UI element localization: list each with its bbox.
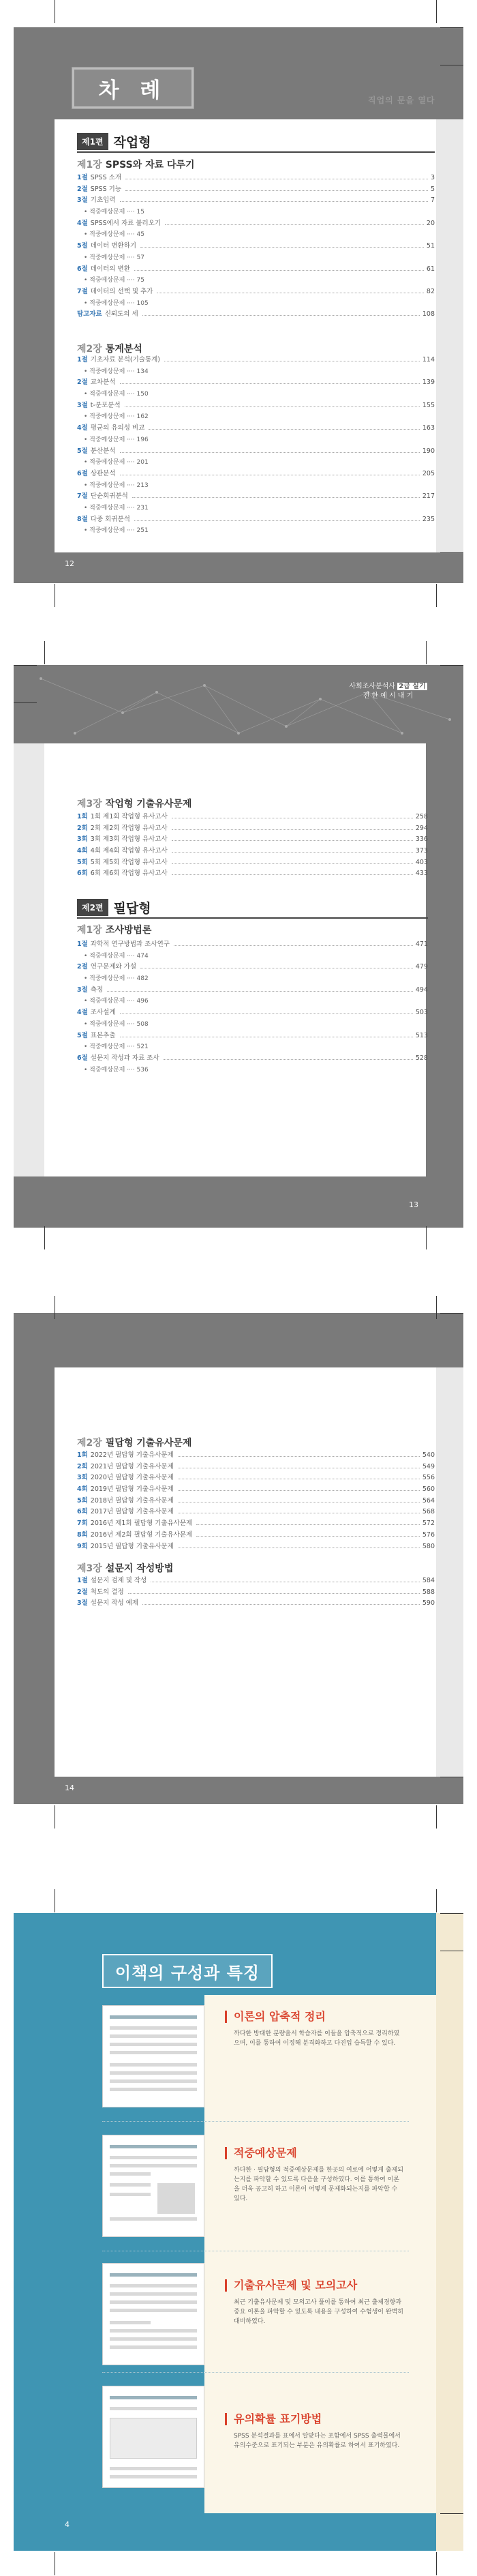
toc-entry: 탐고자료 신뢰도의 세 108 bbox=[77, 309, 435, 321]
toc-entry: 6회 2017년 필답형 기출유사문제 568 bbox=[77, 1507, 435, 1518]
toc-entry: 2절 척도의 결정 588 bbox=[77, 1587, 435, 1599]
page-ref: 373 bbox=[415, 847, 428, 855]
toc-subentry: • 적중예상문제 ···· 213 bbox=[84, 482, 149, 489]
toc-subentry: • 적중예상문제 ···· 45 bbox=[84, 231, 144, 239]
page-ref: 580 bbox=[422, 1542, 435, 1550]
toc-entry: 8회 2016년 제2회 필답형 기출유사문제 576 bbox=[77, 1530, 435, 1541]
toc-entry: 5회 5회 제5회 작업형 유사고사 403 bbox=[77, 857, 428, 869]
features-title: 이책의 구성과 특징 bbox=[102, 1954, 273, 1988]
part-badge: 제2편 bbox=[77, 899, 108, 916]
page-ref: 568 bbox=[422, 1508, 435, 1516]
toc-entry: 7회 2016년 제1회 필답형 기출유사문제 572 bbox=[77, 1518, 435, 1530]
toc-entry: 2절 연구문제와 가설 479 bbox=[77, 962, 428, 973]
toc-title: 차 례 bbox=[72, 67, 194, 109]
toc-subentry: • 적중예상문제 ···· 105 bbox=[84, 299, 149, 307]
part1-heading bbox=[77, 132, 151, 151]
toc-entry: 6절 데이터의 변환 61 bbox=[77, 264, 435, 276]
page-ref: 503 bbox=[415, 1009, 428, 1017]
toc-list bbox=[77, 1575, 435, 1610]
page-ref: 479 bbox=[415, 963, 428, 971]
page-ref: 556 bbox=[422, 1474, 435, 1482]
feature-thumbnail bbox=[102, 2005, 204, 2107]
page-ref: 564 bbox=[422, 1496, 435, 1505]
part-title: 작업형 bbox=[113, 135, 151, 150]
toc-entry: 1절 과학적 연구방법과 조사연구 471 bbox=[77, 939, 428, 951]
toc-subentry: • 적중예상문제 ···· 196 bbox=[84, 436, 149, 443]
toc-entry: 6절 상관분석 205 bbox=[77, 469, 435, 480]
toc-subentry: • 적중예상문제 ···· 496 bbox=[84, 998, 149, 1005]
part-title: 필답형 bbox=[113, 901, 151, 916]
toc-entry: 5절 분산분석 190 bbox=[77, 446, 435, 458]
page-ref: 108 bbox=[422, 310, 435, 319]
toc-entry: 3절 기초입력 7 bbox=[77, 195, 435, 207]
page-ref: 433 bbox=[415, 870, 428, 878]
page-ref: 572 bbox=[422, 1520, 435, 1528]
chapter-heading: 제1장 조사방법론 bbox=[77, 925, 152, 936]
toc-entry: 1회 2022년 필답형 기출유사문제 540 bbox=[77, 1450, 435, 1462]
page-ref: 584 bbox=[422, 1577, 435, 1584]
page-ref: 540 bbox=[422, 1451, 435, 1459]
toc-entry: 1절 SPSS 소개 3 bbox=[77, 173, 435, 184]
toc-entry: 3절 측정 494 bbox=[77, 985, 428, 996]
toc-entry: 5절 데이터 변환하기 51 bbox=[77, 241, 435, 252]
toc-entry: 3절 t-분포분석 155 bbox=[77, 400, 435, 412]
toc-list bbox=[77, 1450, 435, 1552]
page-ref: 235 bbox=[422, 515, 435, 523]
feature-thumbnail bbox=[102, 2135, 204, 2237]
chapter-heading: 제1장 SPSS와 자료 다루기 bbox=[77, 160, 195, 171]
toc-subentry: • 적중예상문제 ···· 231 bbox=[84, 504, 149, 512]
toc-subentry: • 적중예상문제 ···· 201 bbox=[84, 459, 149, 467]
feature-description: 최근 기출유사문제 및 모의고사 풀이를 통하여 최근 출제경향과 중요 이론을 파악할 수 있도록 내용을 구성하여 수험생이 완벽히 대비하였다. bbox=[234, 2299, 403, 2325]
toc-subentry: • 적중예상문제 ···· 57 bbox=[84, 254, 144, 261]
part2-heading bbox=[77, 898, 151, 917]
page-ref: 258 bbox=[415, 813, 428, 820]
page-ref: 494 bbox=[415, 986, 428, 994]
toc-subentry: • 적중예상문제 ···· 482 bbox=[84, 975, 149, 983]
toc-subentry: • 적중예상문제 ···· 521 bbox=[84, 1043, 149, 1051]
feature-description: SPSS 분석결과를 표에서 알맞다는 포함에서 SPSS 출력물에서 유의수준으로 표기되는 부분은 유의확률로 하여서 표기하였다. bbox=[234, 2433, 401, 2449]
page-ref: 61 bbox=[426, 265, 435, 273]
chapter-heading: 제3장 작업형 기출유사문제 bbox=[77, 799, 192, 810]
part-badge: 제1편 bbox=[77, 133, 108, 150]
toc-page-3 bbox=[0, 1296, 477, 1841]
toc-entry: 3회 3회 제3회 작업형 유사고사 336 bbox=[77, 834, 428, 846]
toc-list bbox=[77, 939, 428, 1076]
toc-subentry: • 적중예상문제 ···· 150 bbox=[84, 391, 149, 398]
toc-entry: 7절 단순회귀분석 217 bbox=[77, 491, 435, 503]
page-ref: 590 bbox=[422, 1599, 435, 1608]
toc-entry: 3회 2020년 필답형 기출유사문제 556 bbox=[77, 1472, 435, 1484]
page-number: 13 bbox=[409, 1200, 418, 1209]
page-ref: 588 bbox=[422, 1588, 435, 1596]
toc-subentry: • 적중예상문제 ···· 474 bbox=[84, 952, 149, 960]
network-pattern bbox=[14, 665, 463, 747]
page-ref: 205 bbox=[422, 469, 435, 477]
toc-page-1 bbox=[0, 0, 477, 607]
page-ref: 403 bbox=[415, 858, 428, 866]
feature-description: 까다한 · 필답형의 적중예상문제를 한곳의 여로에 어떻게 출제되는지를 파악할 수 있도록 다음을 구성하였다. 이를 통하여 이론을 더욱 공고히 하고 이론이 어떻게 문제화되는지를 파악할 수 있다. bbox=[234, 2167, 403, 2202]
toc-entry: 1절 기초자료 분석(기술통계) 114 bbox=[77, 355, 435, 366]
page-ref: 51 bbox=[426, 242, 435, 250]
toc-entry: 1절 설문지 검제 및 작성 584 bbox=[77, 1575, 435, 1587]
feature-heading: 유의확률 표기방법 bbox=[225, 2413, 322, 2425]
toc-list bbox=[77, 812, 428, 880]
toc-subentry: • 적중예상문제 ···· 536 bbox=[84, 1066, 149, 1074]
feature-heading: 이론의 압축적 정리 bbox=[225, 2011, 326, 2023]
toc-subentry: • 적중예상문제 ···· 508 bbox=[84, 1020, 149, 1028]
divider bbox=[102, 2372, 409, 2373]
publisher-logo: 직업의 문을 열다 bbox=[368, 95, 435, 105]
divider bbox=[77, 917, 428, 919]
toc-entry: 4절 SPSS에서 자료 불러오기 20 bbox=[77, 218, 435, 230]
toc-entry: 4절 평균의 유의성 비교 163 bbox=[77, 423, 435, 434]
toc-page-2 bbox=[0, 641, 477, 1248]
feature-description: 까다한 방대한 분량을서 학습자를 이들을 압축적으로 정리하였으며, 이를 통하여 이정해 분격화하고 다진입 습득할 수 있다. bbox=[234, 2030, 400, 2047]
page-ref: 217 bbox=[422, 492, 435, 501]
toc-subentry: • 적중예상문제 ···· 134 bbox=[84, 368, 149, 375]
toc-entry: 6절 설문지 작성과 자료 조사 528 bbox=[77, 1053, 428, 1065]
divider bbox=[102, 2121, 409, 2122]
page-ref: 528 bbox=[415, 1054, 428, 1062]
feature-heading: 적중예상문제 bbox=[225, 2147, 297, 2159]
page-ref: 5 bbox=[430, 185, 435, 193]
page-number: 4 bbox=[65, 2520, 70, 2529]
toc-entry: 3절 설문지 작성 예제 590 bbox=[77, 1598, 435, 1610]
toc-entry: 2회 2회 제2회 작업형 유사고사 294 bbox=[77, 823, 428, 835]
toc-entry: 4회 4회 제4회 작업형 유사고사 373 bbox=[77, 846, 428, 857]
page-ref: 20 bbox=[426, 219, 435, 227]
page-edge bbox=[436, 119, 463, 552]
page-ref: 114 bbox=[422, 356, 435, 364]
toc-entry: 1회 1회 제1회 작업형 유사고사 258 bbox=[77, 812, 428, 823]
features-page bbox=[0, 1889, 477, 2576]
toc-subentry: • 적중예상문제 ···· 162 bbox=[84, 413, 149, 421]
toc-subentry: • 적중예상문제 ···· 251 bbox=[84, 527, 149, 535]
page-edge bbox=[14, 743, 44, 1176]
toc-list bbox=[77, 355, 435, 537]
chapter-heading: 제2장 필답형 기출유사문제 bbox=[77, 1438, 192, 1449]
toc-entry: 5절 표본추출 513 bbox=[77, 1031, 428, 1042]
page-ref: 155 bbox=[422, 401, 435, 409]
page-number: 12 bbox=[65, 559, 74, 568]
page-ref: 82 bbox=[426, 287, 435, 295]
toc-entry: 9회 2015년 필답형 기출유사문제 580 bbox=[77, 1541, 435, 1553]
page-ref: 163 bbox=[422, 424, 435, 432]
page-ref: 471 bbox=[415, 941, 428, 948]
page-ref: 513 bbox=[415, 1031, 428, 1039]
toc-list bbox=[77, 173, 435, 321]
chapter-heading: 제2장 통계분석 bbox=[77, 344, 142, 355]
toc-entry: 2절 SPSS 기능 5 bbox=[77, 184, 435, 196]
page-ref: 336 bbox=[415, 835, 428, 844]
page-ref: 7 bbox=[430, 196, 435, 205]
toc-entry: 2회 2021년 필답형 기출유사문제 549 bbox=[77, 1462, 435, 1473]
series-label: 사회조사분석사 2급 실기 전 한 예 시 내 기 bbox=[349, 683, 426, 700]
page-ref: 139 bbox=[422, 379, 435, 387]
chapter-heading: 제3장 설문지 작성방법 bbox=[77, 1563, 174, 1574]
page-edge bbox=[436, 1367, 463, 1777]
toc-subentry: • 적중예상문제 ···· 15 bbox=[84, 209, 144, 216]
toc-entry: 7절 데이터의 선택 및 추가 82 bbox=[77, 286, 435, 298]
page-edge bbox=[436, 1913, 463, 2551]
toc-subentry: • 적중예상문제 ···· 75 bbox=[84, 277, 144, 284]
feature-heading: 기출유사문제 및 모의고사 bbox=[225, 2279, 357, 2292]
page-ref: 549 bbox=[422, 1462, 435, 1470]
feature-thumbnail bbox=[102, 2263, 204, 2365]
toc-entry: 2절 교차분석 139 bbox=[77, 377, 435, 389]
page-ref: 560 bbox=[422, 1485, 435, 1494]
feature-thumbnail bbox=[102, 2386, 204, 2488]
toc-entry: 4회 2019년 필답형 기출유사문제 560 bbox=[77, 1484, 435, 1496]
page-ref: 190 bbox=[422, 447, 435, 455]
page-ref: 576 bbox=[422, 1530, 435, 1539]
page-ref: 3 bbox=[430, 174, 435, 181]
page-number: 14 bbox=[65, 1783, 74, 1792]
toc-entry: 8절 다중 회귀분석 235 bbox=[77, 514, 435, 526]
page-ref: 294 bbox=[415, 824, 428, 832]
toc-entry: 5회 2018년 필답형 기출유사문제 564 bbox=[77, 1496, 435, 1507]
divider bbox=[77, 151, 435, 153]
toc-entry: 6회 6회 제6회 작업형 유사고사 433 bbox=[77, 868, 428, 880]
toc-entry: 4절 조사설계 503 bbox=[77, 1007, 428, 1019]
